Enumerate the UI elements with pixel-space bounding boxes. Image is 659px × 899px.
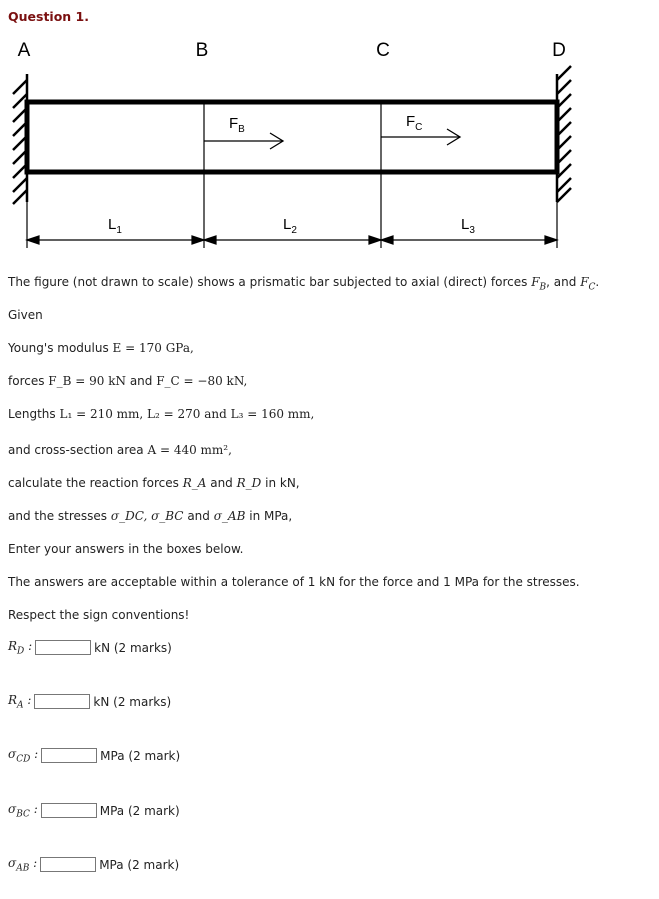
answer-label-ra: $R_A$ :: [8, 693, 32, 711]
rd-answer-input[interactable]: [35, 640, 91, 655]
force-fb-label: $F_B$: [229, 115, 245, 135]
sigma-cd-answer-input[interactable]: [41, 748, 97, 763]
answer-label-rd: $R_D$ :: [8, 639, 33, 657]
forces-line: forces F_B = 90 kN and F_C = −80 kN,: [8, 374, 248, 388]
tolerance-note: The answers are acceptable within a tolerance of 1 kN for the force and 1 MPa for the stresses.: [8, 575, 580, 589]
answer-unit-rd: kN (2 marks): [94, 640, 172, 655]
answer-row-sigma-bc: [8, 802, 180, 819]
answer-unit-ra: kN (2 marks): [93, 694, 172, 709]
answer-row-sigma-ab: [8, 856, 179, 873]
lengths-line: Lengths L₁ = 210 mm, L₂ = 270 and L₃ = 160 mm,: [8, 407, 315, 421]
intro-text: The figure (not drawn to scale) shows a prismatic bar subjected to axial (direct) forces $F_B$, and $F_C$.: [8, 275, 600, 293]
answer-row-rd: [8, 639, 172, 656]
stresses-line: and the stresses σ_DC, σ_BC and σ_AB in MPa,: [8, 509, 293, 523]
sign-convention-note: Respect the sign conventions!: [8, 608, 190, 622]
calc-reactions-line: calculate the reaction forces R_A and R_D in kN,: [8, 476, 300, 490]
point-label-c: C: [376, 40, 390, 61]
answer-label-sigma-bc: $\sigma_{BC}$ :: [8, 802, 38, 820]
answer-unit-sigma-bc: MPa (2 mark): [99, 803, 180, 818]
answer-label-sigma-cd: $\sigma_{CD}$ :: [8, 747, 39, 765]
answer-unit-sigma-cd: MPa (2 mark): [100, 748, 181, 763]
length-label-l3: $L_3$: [461, 216, 475, 236]
youngs-modulus-line: Young's modulus E = 170 GPa,: [8, 341, 194, 355]
given-label: Given: [8, 308, 43, 322]
answer-row-sigma-cd: [8, 747, 180, 764]
answer-label-sigma-ab: $\sigma_{AB}$ :: [8, 856, 38, 874]
question-title: Question 1.: [8, 9, 89, 24]
sigma-bc-answer-input[interactable]: [41, 803, 97, 818]
force-fb-arrow: [204, 133, 283, 149]
ra-answer-input[interactable]: [34, 694, 90, 709]
length-label-l1: $L_1$: [108, 216, 122, 236]
point-label-d: D: [552, 40, 566, 61]
force-fc-label: $F_C$: [406, 113, 423, 133]
point-label-b: B: [195, 40, 209, 61]
point-label-a: A: [17, 40, 31, 61]
answer-row-ra: [8, 693, 171, 710]
length-label-l2: $L_2$: [283, 216, 297, 236]
enter-instructions: Enter your answers in the boxes below.: [8, 542, 244, 556]
sigma-ab-answer-input[interactable]: [40, 857, 96, 872]
answer-unit-sigma-ab: MPa (2 mark): [99, 857, 180, 872]
prismatic-bar: [27, 102, 557, 172]
bar-diagram: [0, 30, 659, 260]
dimension-line: [27, 236, 557, 244]
area-line: and cross-section area A = 440 mm²,: [8, 443, 232, 457]
